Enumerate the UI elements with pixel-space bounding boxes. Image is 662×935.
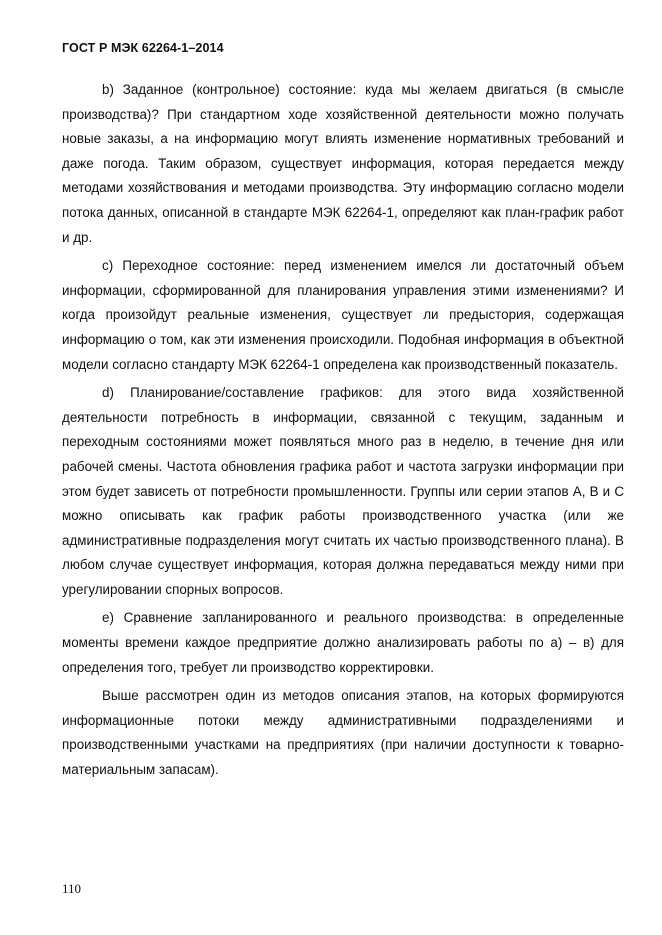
document-header: ГОСТ Р МЭК 62264-1–2014 bbox=[62, 41, 224, 55]
paragraph-summary: Выше рассмотрен один из методов описания этапов, на которых формируются информационные потоки между административными подразделениями и производственными участками на предприятиях (при наличии доступности к товарно-материальным запасам). bbox=[62, 688, 624, 778]
page-number: 110 bbox=[62, 881, 82, 896]
paragraph-c: c) Переходное состояние: перед изменением имелся ли достаточный объем информации, сформированной для планирования управления этими изменениями? И когда произойдут реальные изменения, существует ли предыстория, содержащая информацию о том, как эти изменения происходили. Подобная информация в объектной модели согласно стандарту МЭК 62264-1 определена как производственный показатель. bbox=[62, 258, 624, 372]
paragraph-e: e) Сравнение запланированного и реального производства: в определенные моменты времени каждое предприятие должно анализировать работы по а) – в) для определения того, требует ли производство корректировки. bbox=[62, 610, 624, 675]
paragraph-d: d) Планирование/составление графиков: для этого вида хозяйственной деятельности потребность в информации, связанной с текущим, заданным и переходным состояниями может появляться много раз в неделю, в течение дня или рабочей смены. Частота обновления графика работ и частота загрузки информации при этом будет зависеть от потребности промышленности. Группы или серии этапов А, В и С можно описывать как график работы производственного участка (или же административные подразделения могут считать их частью производственного плана). В любом случае существует информация, которая должна передаваться между ними при урегулировании спорных вопросов. bbox=[62, 385, 624, 597]
paragraph-b: b) Заданное (контрольное) состояние: куда мы желаем двигаться (в смысле производства)? При стандартном ходе хозяйственной деятельности можно получать новые заказы, а на информацию могут влиять изменение нормативных требований и даже погода. Таким образом, существует информация, которая передается между методами хозяйствования и методами производства. Эту информацию согласно модели потока данных, описанной в стандарте МЭК 62264-1, определяют как план-график работ и др. bbox=[62, 82, 624, 245]
document-body bbox=[62, 78, 624, 787]
